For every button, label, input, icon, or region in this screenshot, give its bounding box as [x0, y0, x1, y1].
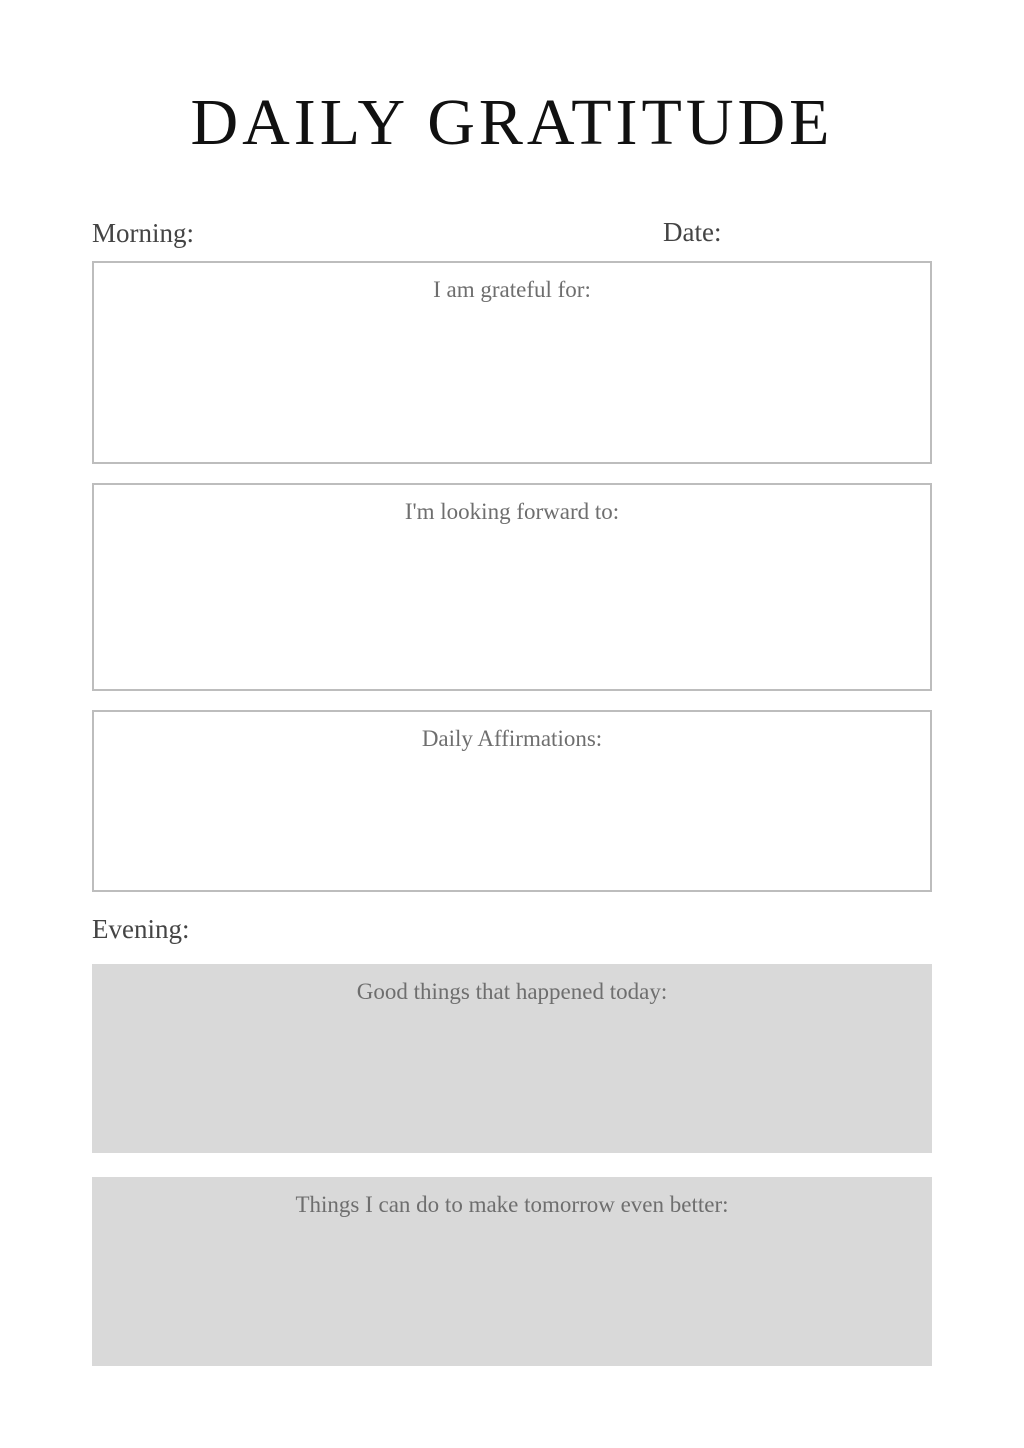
looking-forward-box[interactable] — [92, 483, 932, 691]
looking-forward-label: I'm looking forward to: — [404, 499, 620, 524]
good-things-box[interactable] — [92, 964, 932, 1153]
tomorrow-better-label: Things I can do to make tomorrow even better: — [295, 1192, 729, 1217]
page-title: DAILY GRATITUDE — [190, 86, 834, 159]
date-label: Date: — [663, 217, 722, 247]
evening-label: Evening: — [92, 914, 190, 944]
daily-affirmations-label: Daily Affirmations: — [421, 726, 603, 751]
morning-label: Morning: — [92, 218, 195, 248]
good-things-label: Good things that happened today: — [356, 979, 668, 1004]
tomorrow-better-box[interactable] — [92, 1177, 932, 1366]
grateful-for-box[interactable] — [92, 261, 932, 464]
daily-affirmations-box[interactable] — [92, 710, 932, 892]
grateful-for-label: I am grateful for: — [433, 277, 591, 302]
